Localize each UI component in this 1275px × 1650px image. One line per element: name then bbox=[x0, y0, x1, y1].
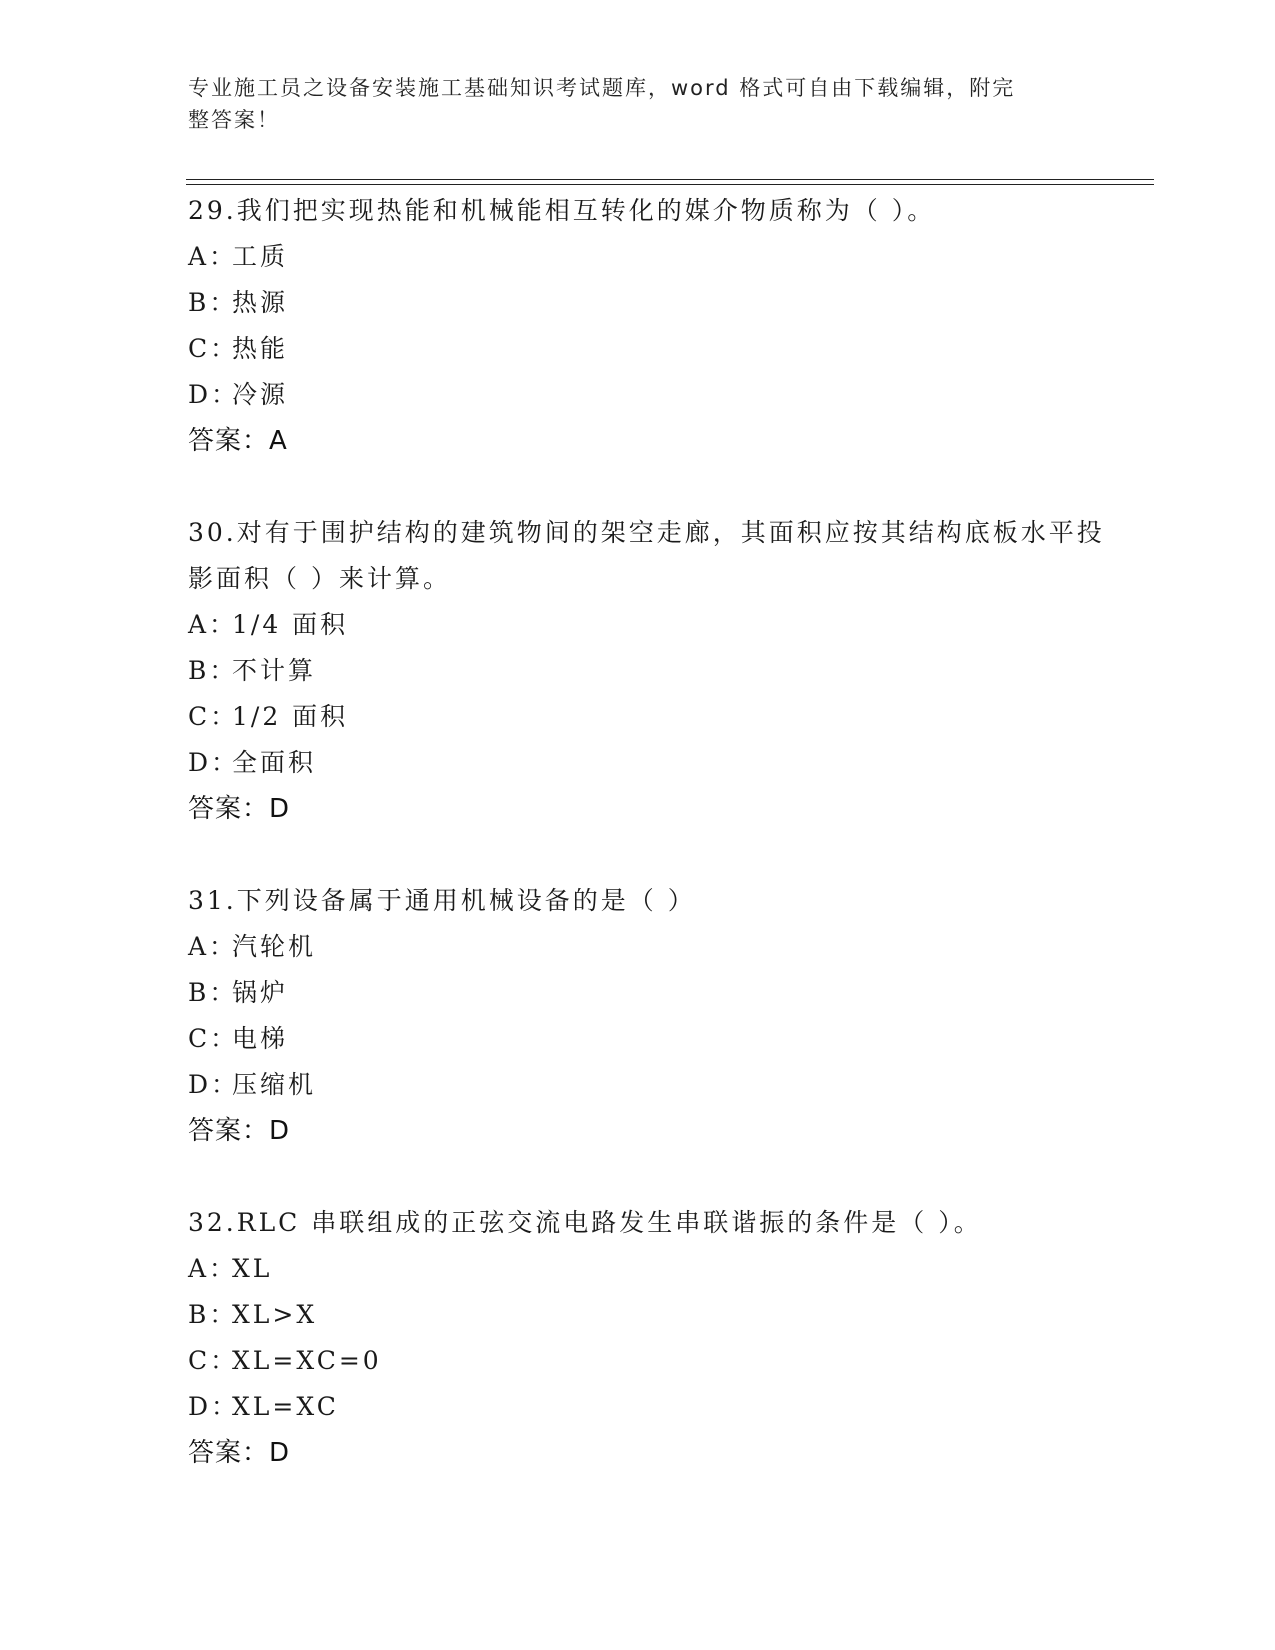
question-30 bbox=[188, 510, 1108, 832]
option-d bbox=[188, 1062, 1108, 1108]
option-value: 工质 bbox=[232, 242, 289, 271]
answer-label: 答案：D bbox=[188, 794, 291, 824]
option-value: 1/4 面积 bbox=[232, 610, 349, 639]
option-key: C： bbox=[188, 334, 239, 363]
option-value: 汽轮机 bbox=[232, 932, 317, 961]
option-key: B： bbox=[188, 1300, 238, 1329]
question-text: 32.RLC 串联组成的正弦交流电路发生串联谐振的条件是（ ）。 bbox=[188, 1208, 982, 1237]
option-d bbox=[188, 372, 1108, 418]
option-key: A： bbox=[188, 242, 238, 271]
option-d bbox=[188, 740, 1108, 786]
option-key: D： bbox=[188, 748, 240, 777]
option-b bbox=[188, 280, 1108, 326]
header-divider-top bbox=[186, 179, 1154, 180]
option-value: 锅炉 bbox=[232, 978, 289, 1007]
option-value: 热源 bbox=[232, 288, 289, 317]
option-c bbox=[188, 1338, 1108, 1384]
header-line-2: 整答案！ bbox=[188, 108, 280, 132]
header-divider-bottom bbox=[186, 184, 1154, 185]
option-value: XL=XC=0 bbox=[232, 1346, 382, 1375]
question-text: 30.对有于围护结构的建筑物间的架空走廊，其面积应按其结构底板水平投影面积（ ）来计算。 bbox=[188, 518, 1105, 593]
option-b bbox=[188, 648, 1108, 694]
header-line-1: 专业施工员之设备安装施工基础知识考试题库，word 格式可自由下载编辑，附完 bbox=[188, 76, 1016, 100]
question-text: 31.下列设备属于通用机械设备的是（ ） bbox=[188, 886, 696, 915]
option-key: A： bbox=[188, 610, 238, 639]
option-b bbox=[188, 1292, 1108, 1338]
option-value: 全面积 bbox=[232, 748, 317, 777]
answer-label: 答案：A bbox=[188, 426, 288, 456]
option-key: D： bbox=[188, 1392, 240, 1421]
option-value: 电梯 bbox=[232, 1024, 289, 1053]
option-c bbox=[188, 694, 1108, 740]
question-list bbox=[188, 188, 1108, 1522]
option-value: 压缩机 bbox=[232, 1070, 317, 1099]
question-29 bbox=[188, 188, 1108, 464]
option-value: XL=XC bbox=[232, 1392, 339, 1421]
option-key: C： bbox=[188, 1024, 239, 1053]
option-b bbox=[188, 970, 1108, 1016]
option-key: D： bbox=[188, 1070, 240, 1099]
option-key: A： bbox=[188, 932, 238, 961]
option-value: 不计算 bbox=[232, 656, 317, 685]
option-a bbox=[188, 924, 1108, 970]
option-value: 冷源 bbox=[232, 380, 289, 409]
option-key: C： bbox=[188, 1346, 239, 1375]
option-d bbox=[188, 1384, 1108, 1430]
option-key: A： bbox=[188, 1254, 238, 1283]
question-32 bbox=[188, 1200, 1108, 1476]
option-key: C： bbox=[188, 702, 239, 731]
document-header bbox=[188, 72, 1068, 136]
answer-label: 答案：D bbox=[188, 1116, 291, 1146]
question-text: 29.我们把实现热能和机械能相互转化的媒介物质称为（ ）。 bbox=[188, 196, 936, 225]
option-value: XL bbox=[232, 1254, 273, 1283]
option-key: B： bbox=[188, 288, 238, 317]
option-a bbox=[188, 234, 1108, 280]
option-key: D： bbox=[188, 380, 240, 409]
option-a bbox=[188, 1246, 1108, 1292]
option-key: B： bbox=[188, 978, 238, 1007]
option-key: B： bbox=[188, 656, 238, 685]
option-value: 1/2 面积 bbox=[232, 702, 349, 731]
option-c bbox=[188, 326, 1108, 372]
option-c bbox=[188, 1016, 1108, 1062]
option-value: XL>X bbox=[232, 1300, 318, 1329]
question-31 bbox=[188, 878, 1108, 1154]
answer-label: 答案：D bbox=[188, 1438, 291, 1468]
option-a bbox=[188, 602, 1108, 648]
option-value: 热能 bbox=[232, 334, 289, 363]
